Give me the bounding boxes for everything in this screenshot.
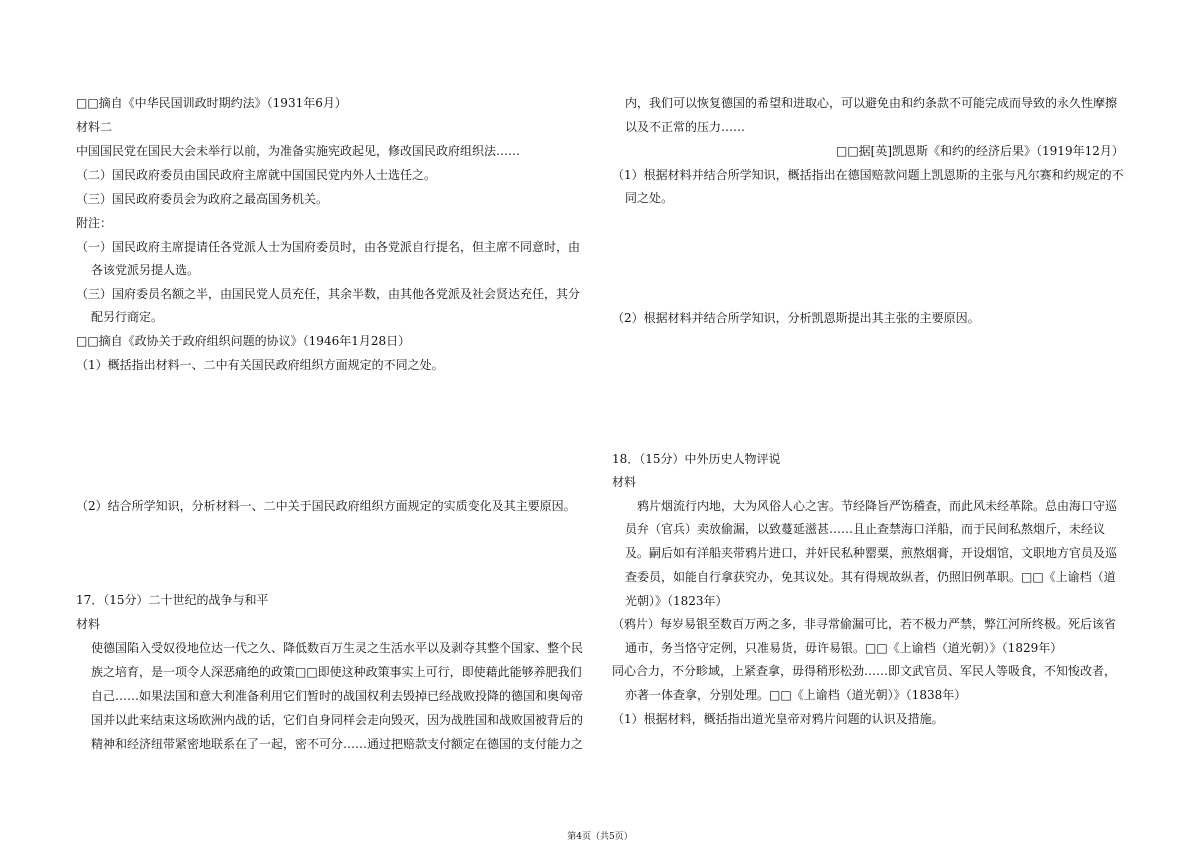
question-17-2: （2）根据材料并结合所学知识，分析凯恩斯提出其主张的主要原因。: [612, 311, 980, 325]
material-two-heading: 材料二: [76, 120, 113, 134]
material-paragraph-line: （鸦片）每岁易银至数百万两之多，非寻常偷漏可比，若不极力严禁，弊江河所终极。死后该省: [612, 617, 1117, 631]
material-paragraph-line: 国并以此来结束这场欧洲内战的话，它们自身同样会走向毁灭，因为战胜国和战败国被背后的: [91, 713, 584, 727]
material-paragraph-line: 同心合力，不分畛域，上紧查拿，毋得稍形松劲……即文武官员、军民人等吸食，不知悛改者，: [612, 664, 1117, 678]
material-paragraph-line: 亦著一体查拿，分别处理。□□《上谕档（道光朝）》（1838年）: [625, 688, 967, 702]
question-16-1: （1）概括指出材料一、二中有关国民政府组织方面规定的不同之处。: [76, 358, 444, 372]
source-citation-1931: □□摘自《中华民国训政时期约法》（1931年6月）: [76, 96, 347, 110]
question-17-1-cont: 同之处。: [625, 191, 674, 205]
text-line: （一）国民政府主席提请任各党派人士为国府委员时，由各党派自行提名，但主席不同意时，由: [76, 240, 581, 254]
question-16-2: （2）结合所学知识，分析材料一、二中关于国民政府组织方面规定的实质变化及其主要原因。: [76, 499, 576, 513]
material-paragraph-line: 使德国陷入受奴役地位达一代之久、降低数百万生灵之生活水平以及剥夺其整个国家、整个民: [91, 641, 584, 655]
material-paragraph-line: 及。嗣后如有洋船夹带鸦片进口，并奸民私种罂粟，煎熬烟膏，开设烟馆，文职地方官员及巡: [625, 546, 1118, 560]
material-heading: 材料: [612, 475, 637, 489]
question-17-1: （1）根据材料并结合所学知识，概括指出在德国赔款问题上凯恩斯的主张与凡尔赛和约规定的不: [612, 168, 1124, 182]
text-line: 配另行商定。: [91, 310, 164, 324]
material-heading: 材料: [76, 617, 101, 631]
material-paragraph-line: 查委员，如能自行拿获究办，免其议处。其有得规故纵者，仍照旧例革职。□□《上谕档（道: [625, 570, 1116, 584]
question-18-1: （1）根据材料，概括指出道光皇帝对鸦片问题的认识及措施。: [612, 712, 944, 726]
source-citation-1946: □□摘自《政协关于政府组织问题的协议》（1946年1月28日）: [76, 334, 411, 348]
source-citation-keynes: □□据[英]凯恩斯《和约的经济后果》（1919年12月）: [836, 144, 1124, 158]
material-paragraph-line: 内，我们可以恢复德国的希望和进取心，可以避免由和约条款不可能完成而导致的永久性摩擦: [625, 96, 1118, 110]
material-paragraph-line: 通市，务当恪守定例，只准易货，毋许易银。□□《上谕档（道光朝）》（1829年）: [625, 641, 1063, 655]
material-paragraph-line: 光朝）》（1823年）: [625, 594, 728, 608]
page-footer: 第4页（共5页）: [567, 832, 633, 842]
text-line: （三）国府委员名额之半，由国民党人员充任，其余半数，由其他各党派及社会贤达充任，其分: [76, 287, 581, 301]
material-paragraph-line: 自己……如果法国和意大利准备利用它们暂时的战国权利去毁掉已经战败投降的德国和奥匈帝: [91, 689, 584, 703]
material-paragraph-line: 精神和经济纽带紧密地联系在了一起，密不可分……通过把赔款支付额定在德国的支付能力之: [91, 737, 584, 751]
question-18-heading: 18．（15分）中外历史人物评说: [612, 452, 781, 466]
appendix-heading: 附注：: [76, 216, 113, 230]
material-paragraph-line: 族之培育，是一项令人深恶痛绝的政策□□即使这种政策事实上可行，即使藉此能够养肥我们: [91, 665, 582, 679]
material-paragraph-line: 鸦片烟流行内地，大为风俗人心之害。节经降旨严饬稽查，而此风未经革除。总由海口守巡: [637, 499, 1118, 513]
text-line: （二）国民政府委员由国民政府主席就中国国民党内外人士选任之。: [76, 168, 437, 182]
material-paragraph-line: 以及不正常的压力……: [625, 120, 746, 134]
text-line: 中国国民党在国民大会未举行以前，为准备实施宪政起见，修改国民政府组织法……: [76, 144, 521, 158]
question-17-heading: 17．（15分）二十世纪的战争与和平: [76, 593, 269, 607]
text-line: 各该党派另提人选。: [91, 263, 200, 277]
text-line: （三）国民政府委员会为政府之最高国务机关。: [76, 192, 329, 206]
material-paragraph-line: 员弁（官兵）卖放偷漏，以致蔓延滋甚……且止查禁海口洋船，而于民间私熬烟斤，未经议: [625, 522, 1106, 536]
